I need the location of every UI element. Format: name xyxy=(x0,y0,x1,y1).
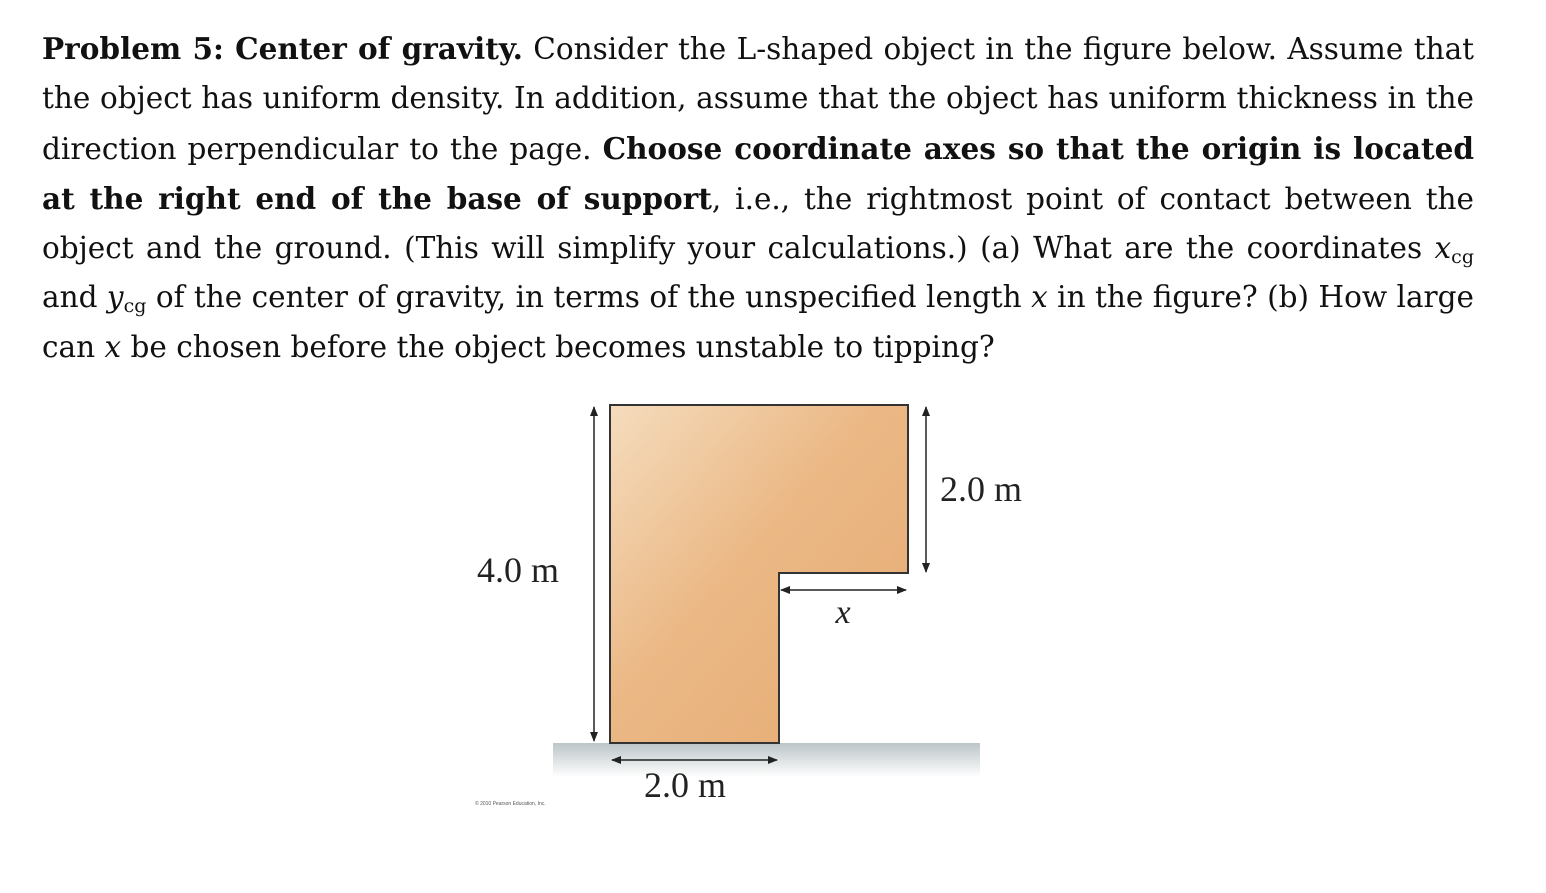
x-label: x xyxy=(835,594,851,631)
problem-heading: Problem 5: Center of gravity. xyxy=(42,31,523,66)
problem-coords-text: of the center of gravity, in terms of the unspecified length xyxy=(155,280,1022,315)
l-shaped-object xyxy=(610,405,908,743)
problem-closing: be chosen before the object becomes unstable to tipping? xyxy=(130,329,995,364)
problem-intro: Consider the L-shaped object in the figure below. Assume that the object has uniform density. In addition, assume that the object has uniform thickness in the direction perpendicular to the page. xyxy=(42,32,1475,166)
and-word: and xyxy=(42,280,98,315)
problem-instruction: Choose coordinate axes so that the origin is located at the right end of the base of support xyxy=(42,130,1474,216)
top-right-label: 2.0 m xyxy=(939,469,1023,509)
base-label: 2.0 m xyxy=(643,765,727,805)
problem-part-a: , i.e., the rightmost point of contact between the object and the ground. (This will simplify your calculations.) (a) What are the coordinates xyxy=(42,181,1475,266)
copyright-note: © 2010 Pearson Education, Inc. xyxy=(475,801,546,807)
var-x-cg: $x_{cg}$ xyxy=(1434,231,1474,269)
var-x-3: x xyxy=(104,329,122,364)
var-y-cg: $y_{cg}$ xyxy=(106,280,147,318)
height-label: 4.0 m xyxy=(476,550,560,590)
problem-part-b: in the figure? (b) How large can xyxy=(42,280,1474,364)
var-x-2: x xyxy=(1031,280,1048,315)
